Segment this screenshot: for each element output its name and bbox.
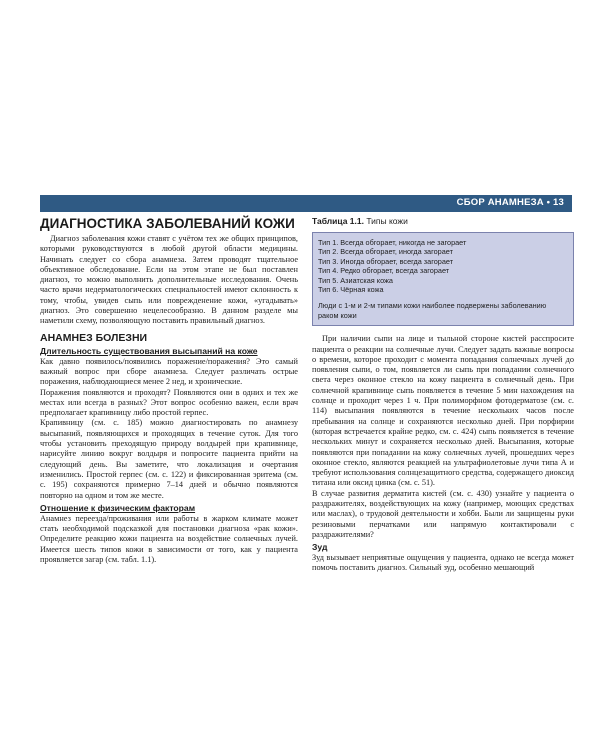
- duration-paragraph-3: Крапивницу (см. с. 185) можно диагностировать по анамнезу высыпаний, появляющихся и проходящих в течение суток. Для того чтобы установить преходящую природу волдырей при крапивнице, нарисуйте линию вокруг волдыря и попросите пациента прийти на следующий день. Вы заметите, что локализация и очертания изменились. Простой герпес (см. с. 122) и фиксированная эритема (см. с. 195) сохраняются примерно 7–14 дней и обычно появляются повторно на одном и том же месте.: [40, 418, 298, 500]
- hand-dermatitis-paragraph: В случае развития дерматита кистей (см. с. 430) узнайте у пациента о раздражителях, воздействующих на кожу (например, моющих средствах или маслах), о трудовой деятельности и хобби. Были ли защищены руки резиновыми перчатками или напрямую контактировали с раздражителями?: [312, 488, 574, 539]
- left-column: [40, 216, 298, 565]
- table-label: Таблица 1.1.: [312, 216, 364, 226]
- table-row: Тип 1. Всегда обгорает, никогда не загорает: [318, 238, 467, 247]
- table-note: Люди с 1-м и 2-м типами кожи наиболее подвержены заболеванию раком кожи: [318, 301, 547, 320]
- table-title: Типы кожи: [366, 216, 408, 226]
- table-row: Тип 2. Всегда обгорает, иногда загорает: [318, 247, 453, 257]
- physical-factors-paragraph: Анамнез переезда/проживания или работы в жарком климате может стать необходимой подсказкой для постановки диагноза «рак кожи». Определите реакцию кожи пациента на воздействие солнечных лучей. Имеется шесть типов кожи в зависимости от того, как у пациента проявляется загар (см. табл. 1.1).: [40, 513, 298, 565]
- itch-paragraph: Зуд вызывает неприятные ощущения у пациента, однако не всегда может помочь поставить диагноз. Сильный зуд, особенно мешающий: [312, 553, 574, 573]
- subheading-itch: Зуд: [312, 542, 328, 553]
- table-caption: [312, 216, 574, 226]
- duration-paragraph-2: Поражения появляются и проходят? Появляются они в одних и тех же местах или всегда в разных? Этот вопрос особенно важен, если врач предполагает крапивницу либо простой герпес.: [40, 387, 298, 418]
- table-row: Тип 3. Иногда обгорает, всегда загорает: [318, 256, 454, 266]
- intro-paragraph: Диагноз заболевания кожи ставят с учётом тех же общих принципов, которыми руководствуются в любой другой области медицины. Начинать следует со сбора анамнеза. Затем проводят тщательное объективное обследование. Если на этом этапе не был поставлен диагноз, то можно выполнить дополнительные исследования. Очень часто врачи недерматологических специальностей имеют склонность к тому, чтобы, увидев сыпь или поврежденение кожи, «угадывать» диагноз. Это совершенно нецелесообразно. В данном разделе мы наметили схему, позволяющую поставить правильный диагноз.: [40, 234, 298, 326]
- right-column: [312, 216, 574, 574]
- table-row: Тип 5. Азиатская кожа: [318, 275, 393, 285]
- section-heading-anamnesis: АНАМНЕЗ БОЛЕЗНИ: [40, 331, 148, 344]
- subheading-physical-factors: Отношение к физическим факторам: [40, 502, 196, 513]
- duration-paragraph-1: Как давно появилось/появились поражение/поражения? Это самый важный вопрос при сборе анамнеза. Следует различать острые поражения, наблюдающиеся менее 2 нед, и хронические.: [40, 356, 298, 387]
- skin-types-table: [312, 232, 574, 326]
- running-header-bar: [40, 195, 572, 212]
- table-row: Тип 4. Редко обгорает, всегда загорает: [318, 266, 450, 276]
- page-title: ДИАГНОСТИКА ЗАБОЛЕВАНИЙ КОЖИ: [40, 216, 295, 231]
- subheading-duration: Длительность существования высыпаний на коже: [40, 345, 258, 356]
- sun-reaction-paragraph: При наличии сыпи на лице и тыльной стороне кистей расспросите пациента о реакции на солнечные лучи. Следует задать важные вопросы о времени, которое проходит с момента попадания солнечных лучей до появления сыпи, о том, появляется ли сыпь при попадании солнечного света через оконное стекло на кожу пациента в солнечный день. При солнечной крапивнице сыпь появляется в течение 5 мин нахождения на солнце и проходит через 1 ч. При полиморфном фотодерматозе (см. с. 114) высыпания появляются в течение нескольких часов после пребывания на солнце и сохраняются несколько дней. При порфирии (которая встречается крайне редко, см. с. 424) сыпь появляется в течение нескольких минут и сохраняется несколько дней. Высыпания, которые появляются при попадании на кожу солнечных лучей, прошедших через оконное стекло, являются реакцией на ультрафиолетовые лучи типа А и требуют использования солнцезащитного средства, содержащего диоксид титана или оксид цинка (см. с. 51).: [312, 334, 574, 488]
- table-row: Тип 6. Чёрная кожа: [318, 285, 384, 295]
- running-header-title: СБОР АНАМНЕЗА • 13: [456, 197, 564, 208]
